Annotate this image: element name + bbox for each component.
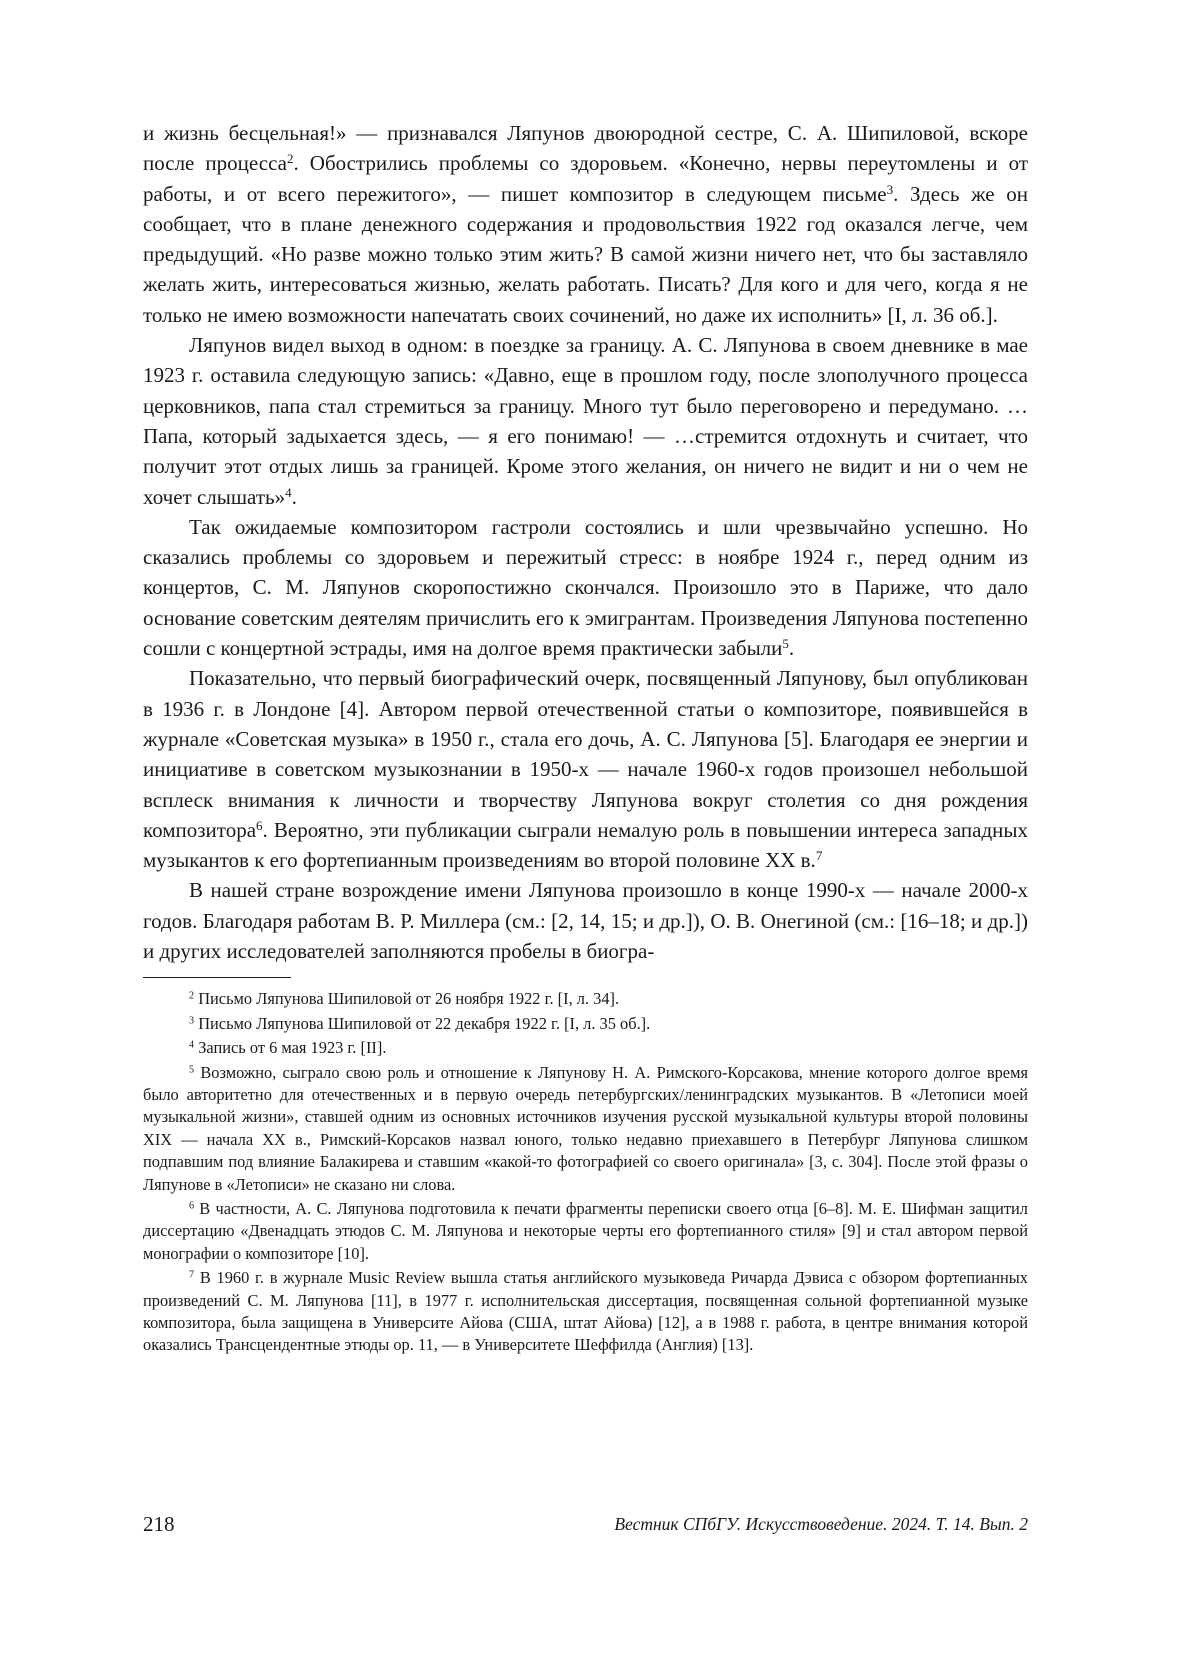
footnotes: [143, 988, 1028, 1357]
paragraph-1: и жизнь бесцельная!» — признавался Ляпунов двоюродной сестре, С. А. Шипиловой, вскоре после процесса$^2$. Обострились проблемы со здоровьем. «Конечно, нервы переутомлены и от работы, и от всего пережитого», — пишет композитор в следующем письме$^3$. Здесь же он сообщает, что в плане денежного содержания и продовольствия 1922 год оказался легче, чем предыдущий. «Но разве можно только этим жить? В самой жизни ничего нет, что бы заставляло желать жить, интересоваться жизнью, желать работать. Писать? Для кого и для чего, когда я не только не имею возможности напечатать своих сочинений, но даже их исполнить» [I, л. 36 об.].: [143, 121, 1029, 327]
page-number: 218: [143, 1512, 175, 1536]
page-content: [143, 118, 1028, 1357]
page-footer: [143, 1512, 1028, 1542]
footnote-number: 2: [189, 990, 195, 1002]
footnote-2: $^2$ Письмо Ляпунова Шипиловой от 26 ноября 1922 г. [I, л. 34].: [189, 989, 620, 1009]
footnote-7: $^7$ В 1960 г. в журнале Music Review вышла статья английского музыковеда Ричарда Дэвиса с обзором фортепианных произведений С. М. Ляпунова [11], в 1977 г. исполнительская диссертация, посвященная сольной фортепианной музыке композитора, была защищена в Университе Айова (США, штат Айова) [12], а в 1988 г. работа, в центре внимания которой оказались Трансцендентные этюды ор. 11, — в Университете Шеффилда (Англия) [13].: [143, 1268, 1028, 1355]
footnote-ref-6[interactable]: 6: [256, 817, 263, 833]
footnote-ref-7[interactable]: 7: [815, 847, 823, 863]
footnote-3: $^3$ Письмо Ляпунова Шипиловой от 22 декабря 1922 г. [I, л. 35 об.].: [189, 1013, 651, 1033]
footnote-ref-4[interactable]: 4: [285, 484, 292, 500]
main-text: [143, 118, 1028, 966]
footnote-number: 7: [189, 1269, 195, 1281]
footnote-number: 4: [189, 1039, 195, 1051]
footnote-5: $^5$ Возможно, сыграло свою роль и отношение к Ляпунову Н. А. Римского-Корсакова, мнение которого долгое время было авторитетно для отечественных и в первую очередь петербургских/ленинградских музыкантов. В «Летописи моей музыкальной жизни», ставшей одним из основных источников изучения русской музыкальной культуры второй половины XIX — начала XX в., Римский-Корсаков назвал юного, только недавно приехавшего в Петербург Ляпунова слишком подпавшим под влияние Балакирева и ставшим «какой-то фотографией со своего оригинала» [3, с. 304]. После этой фразы о Ляпунове в «Летописи» не сказано ни слова.: [143, 1062, 1028, 1194]
footnote-number: 3: [189, 1015, 195, 1027]
footnote-ref-5[interactable]: 5: [782, 635, 789, 651]
footnote-separator: [143, 977, 291, 978]
footnote-6: $^6$ В частности, А. С. Ляпунова подготовила к печати фрагменты переписки своего отца [6–8]. М. Е. Шифман защитил диссертацию «Двенадцать этюдов С. М. Ляпунова и некоторые черты его фортепианного стиля» [9] и стал автором первой монографии о композиторе [10].: [143, 1198, 1028, 1263]
footnote-4: $^4$ Запись от 6 мая 1923 г. [II].: [189, 1038, 387, 1058]
footnote-number: 5: [189, 1063, 195, 1075]
paragraph-2: Ляпунов видел выход в одном: в поездке за границу. А. С. Ляпунова в своем дневнике в мае 1923 г. оставила следующую запись: «Давно, еще в прошлом году, после злополучного процесса церковников, папа стал стремиться за границу. Много тут было переговорено и передумано. …Папа, который задыхается здесь, — я его понимаю! — …стремится отдохнуть и считает, что получит этот отдых лишь за границей. Кроме этого желания, он ничего не видит и ни о чем не хочет слышать»$^4$.: [143, 333, 1028, 509]
paragraph-3: Так ожидаемые композитором гастроли состоялись и шли чрезвычайно успешно. Но сказались проблемы со здоровьем и пережитый стресс: в ноябре 1924 г., перед одним из концертов, С. М. Ляпунов скоропостижно скончался. Произошло это в Париже, что дало основание советским деятелям причислить его к эмигрантам. Произведения Ляпунова постепенно сошли с концертной эстрады, имя на долгое время практически забыли$^5$.: [143, 514, 1028, 661]
footnote-ref-2[interactable]: 2: [286, 151, 294, 167]
footnote-ref-3[interactable]: 3: [886, 181, 894, 197]
paragraph-5: В нашей стране возрождение имени Ляпунова произошло в конце 1990-х — начале 2000-х годов. Благодаря работам В. Р. Миллера (см.: [2, 14, 15; и др.]), О. В. Онегиной (см.: [16–18; и др.]) и других исследователей заполняются пробелы в биогра-: [143, 878, 1028, 964]
journal-title: Вестник СПбГУ. Искусствоведение. 2024. Т. 14. Вып. 2: [614, 1514, 1028, 1534]
footnote-number: 6: [189, 1200, 195, 1212]
paragraph-4: Показательно, что первый биографический очерк, посвященный Ляпунову, был опубликован в 1936 г. в Лондоне [4]. Автором первой отечественной статьи о композиторе, появившейся в журнале «Советская музыка» в 1950 г., стала его дочь, А. С. Ляпунова [5]. Благодаря ее энергии и инициативе в советском музыкознании в 1950-х — начале 1960-х годов произошел небольшой всплеск внимания к личности и творчеству Ляпунова вокруг столетия со дня рождения композитора$^6$. Вероятно, эти публикации сыграли немалую роль в повышении интереса западных музыкантов к его фортепианным произведениям во второй половине XX в.$^7$: [143, 666, 1028, 873]
